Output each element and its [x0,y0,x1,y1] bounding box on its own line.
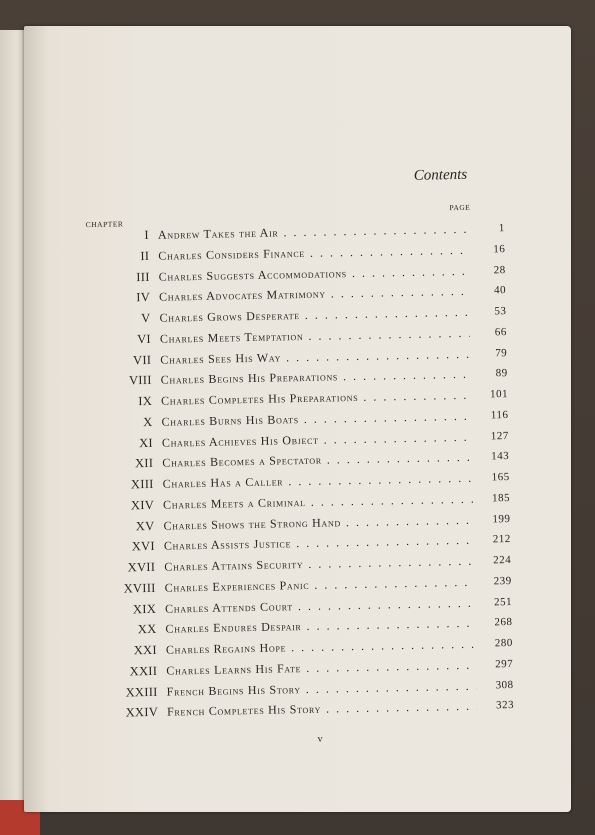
chapter-title: Andrew Takes the Air . . [158,219,468,245]
chapter-number: XX [137,622,157,637]
chapter-number: XVIII [123,580,156,596]
chapter-title: Charles Has a Caller . . [163,468,473,494]
chapter-page-number: 268 [494,616,513,629]
chapter-title: French Begins His Story . . [166,675,476,701]
chapter-number: XIX [132,601,157,616]
chapter-number: X [143,414,153,429]
chapter-number: XIV [130,497,155,513]
chapter-title: Charles Completes His Preparations . . [161,385,471,411]
page-title: Contents [413,166,468,184]
chapter-number: XXII [129,663,158,679]
chapter-page-number: 66 [494,325,507,339]
chapter-title: Charles Learns His Fate . . [166,654,476,680]
page-folio: v [317,733,323,745]
chapter-title: Charles Assists Justice . . [164,530,474,556]
chapter-number: XVII [127,559,156,575]
chapter-page-number: 239 [493,574,512,588]
chapter-title: Charles Attains Security . . [164,551,474,577]
chapter-number: III [136,269,150,284]
chapter-number: XXIV [125,705,159,720]
chapter-number: II [140,248,150,263]
chapter-page-number: 297 [495,657,514,671]
chapter-column-heading: CHAPTER [85,219,124,230]
chapter-title: Charles Achieves His Object . . [162,426,472,452]
chapter-page-number: 308 [495,678,514,691]
chapter-title: Charles Shows the Strong Hand . . [163,509,473,535]
chapter-page-number: 89 [495,367,508,380]
chapter-page-number: 16 [493,242,506,256]
chapter-page-number: 251 [493,595,513,608]
chapter-number: XIII [130,476,154,492]
book-page [24,26,571,812]
chapter-page-number: 116 [490,408,509,422]
chapter-title: Charles Regains Hope . . [166,634,476,660]
chapter-number: VI [136,331,152,346]
chapter-page-number: 199 [492,512,511,525]
page-column-heading: PAGE [449,202,471,213]
chapter-number: XXIII [125,684,158,699]
chapter-page-number: 40 [493,284,507,297]
chapter-number: VIII [128,373,152,388]
chapter-number: XXI [133,642,158,658]
chapter-page-number: 127 [490,429,509,442]
chapter-title: Charles Burns His Boats . . [161,406,471,432]
chapter-title: Charles Grows Desperate . . [159,302,469,328]
chapter-page-number: 323 [495,699,515,712]
chapter-page-number: 185 [491,491,511,505]
chapter-page-number: 224 [493,554,512,567]
chapter-page-number: 143 [491,450,510,463]
chapter-page-number: 79 [495,346,508,359]
chapter-title: Charles Endures Despair . . [165,613,475,639]
chapter-number: VII [132,352,152,367]
chapter-page-number: 212 [492,533,511,546]
chapter-page-number: 53 [494,305,507,318]
chapter-number: XVI [131,539,156,554]
chapter-number: XII [134,456,154,471]
chapter-title: Charles Sees His Way . . [160,343,470,369]
chapter-number: I [144,227,150,243]
page-content [16,21,578,817]
chapter-page-number: 101 [489,388,509,401]
chapter-number: IV [136,290,151,305]
chapter-number: XI [138,435,154,450]
chapter-page-number: 165 [491,471,510,484]
chapter-title: Charles Becomes a Spectator . . [162,447,472,473]
chapter-title: Charles Meets a Criminal . . [163,489,473,515]
chapter-title: Charles Considers Finance . . [158,240,468,266]
chapter-title: Charles Advocates Matrimony . . [159,281,469,307]
chapter-number: V [141,310,151,326]
chapter-title: Charles Suggests Accommodations . . [159,260,469,286]
chapter-title: Charles Experiences Panic . . [164,572,474,598]
chapter-number: XV [135,518,155,533]
chapter-title: Charles Attends Court . . [165,592,475,618]
chapter-page-number: 28 [493,263,506,276]
chapter-page-number: 1 [498,222,505,235]
chapter-title: French Completes His Story . . [167,696,477,722]
chapter-page-number: 280 [494,637,513,650]
chapter-number: IX [138,393,153,409]
chapter-title: Charles Begins His Preparations . . [161,364,471,390]
chapter-title: Charles Meets Temptation . . [160,323,470,349]
